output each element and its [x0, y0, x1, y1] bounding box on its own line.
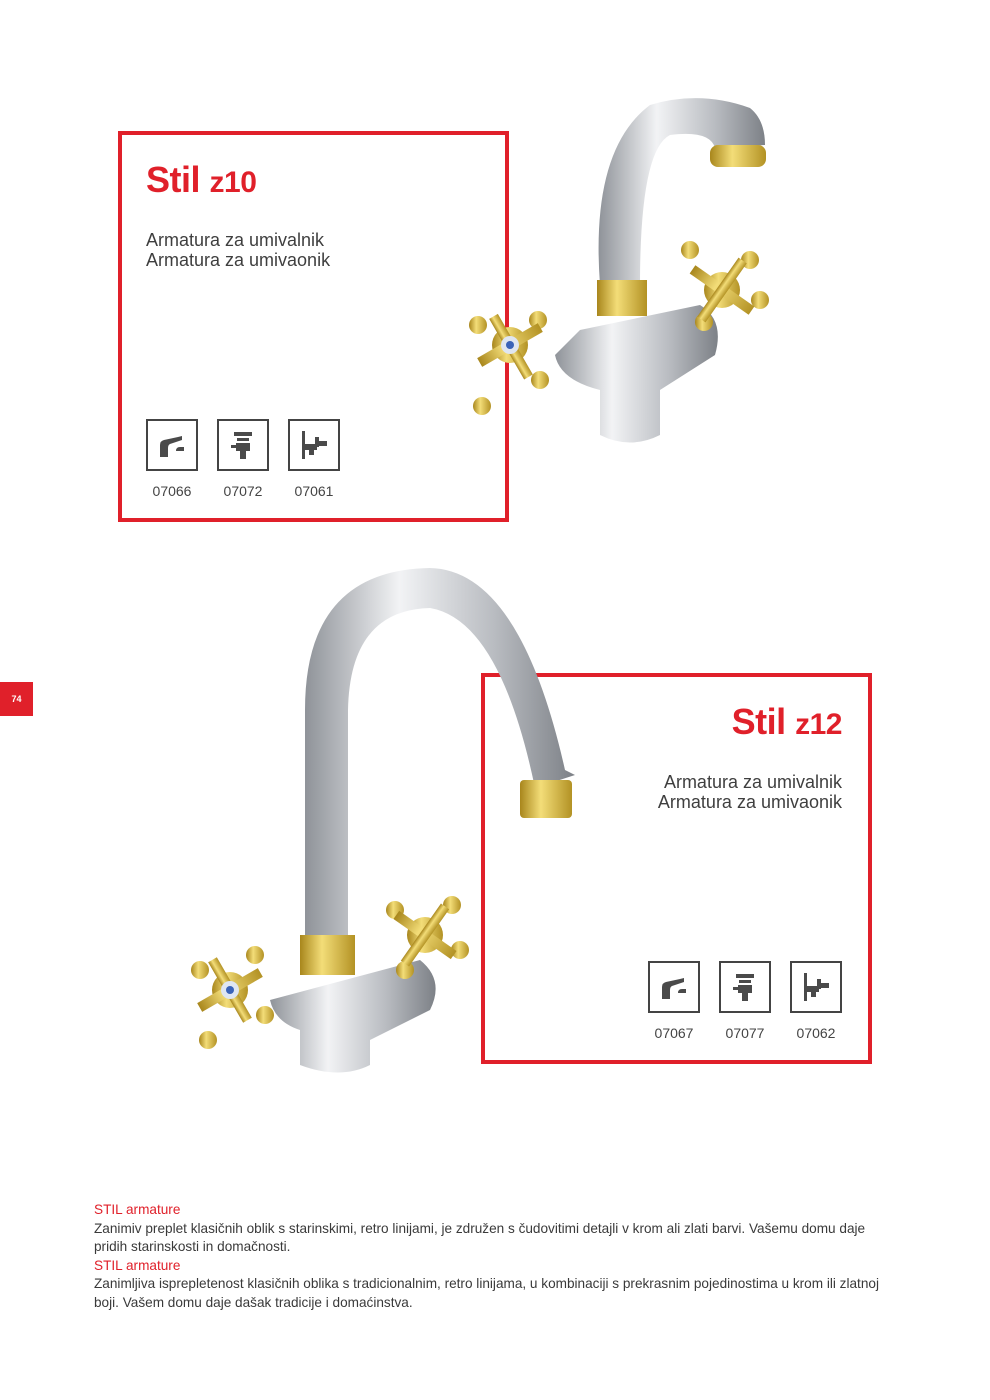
- desc-line-hr: Armatura za umivaonik: [146, 250, 331, 270]
- variant-code: 07062: [796, 1025, 836, 1041]
- wall-mixer-icon: [288, 419, 340, 471]
- title-model: z10: [209, 166, 257, 199]
- variant-item[interactable]: [146, 419, 198, 499]
- title-model: z12: [795, 708, 842, 741]
- basin-mixer-icon: [648, 961, 700, 1013]
- variant-item[interactable]: [648, 961, 700, 1041]
- variant-code: 07077: [725, 1025, 765, 1041]
- product-description: [658, 772, 842, 812]
- variant-item[interactable]: [790, 961, 842, 1041]
- faucet-stil-z10-image: [460, 90, 790, 460]
- pop-up-waste-icon: [217, 419, 269, 471]
- product-title: [146, 159, 256, 201]
- variant-item[interactable]: [719, 961, 771, 1041]
- desc-line-hr: Armatura za umivaonik: [657, 792, 842, 812]
- description-heading-hr: STIL armature: [94, 1257, 181, 1273]
- description-heading-sl: STIL armature: [94, 1202, 181, 1217]
- variant-code: 07072: [223, 483, 263, 499]
- variant-item[interactable]: [217, 419, 269, 499]
- variant-list: [146, 419, 340, 499]
- description-text-sl: Zanimiv preplet klasičnih oblik s starinskimi, retro linijami, je združen s čudovitimi detajli v krom ali zlati barvi. Vašemu domu daje pridih starinskosti in domačnosti.: [94, 1220, 866, 1255]
- desc-line-sl: Armatura za umivalnik: [146, 230, 325, 250]
- page-number: 74: [11, 694, 22, 704]
- product-card-stil-z10: [118, 131, 509, 522]
- title-text: Stil: [731, 701, 796, 742]
- series-description: [94, 1201, 894, 1313]
- product-description: [146, 230, 330, 270]
- variant-item[interactable]: [288, 419, 340, 499]
- page-number-tab: [0, 682, 33, 716]
- description-text-hr: Zanimljiva isprepletenost klasičnih oblika s tradicionalnim, retro linijama, u kombinaciji s prekrasnim pojedinostima u krom ili zlatnoj boji. Vašem domu daje dašak tradicije i domaćinstva.: [94, 1276, 879, 1310]
- variant-code: 07061: [294, 483, 334, 499]
- variant-list: [648, 961, 842, 1041]
- basin-mixer-icon: [146, 419, 198, 471]
- variant-code: 07066: [152, 483, 192, 499]
- desc-line-sl: Armatura za umivalnik: [663, 772, 842, 792]
- product-title: [732, 701, 842, 743]
- faucet-stil-z12-image: [190, 560, 580, 1085]
- pop-up-waste-icon: [719, 961, 771, 1013]
- wall-mixer-icon: [790, 961, 842, 1013]
- title-text: Stil: [146, 159, 210, 200]
- variant-code: 07067: [654, 1025, 694, 1041]
